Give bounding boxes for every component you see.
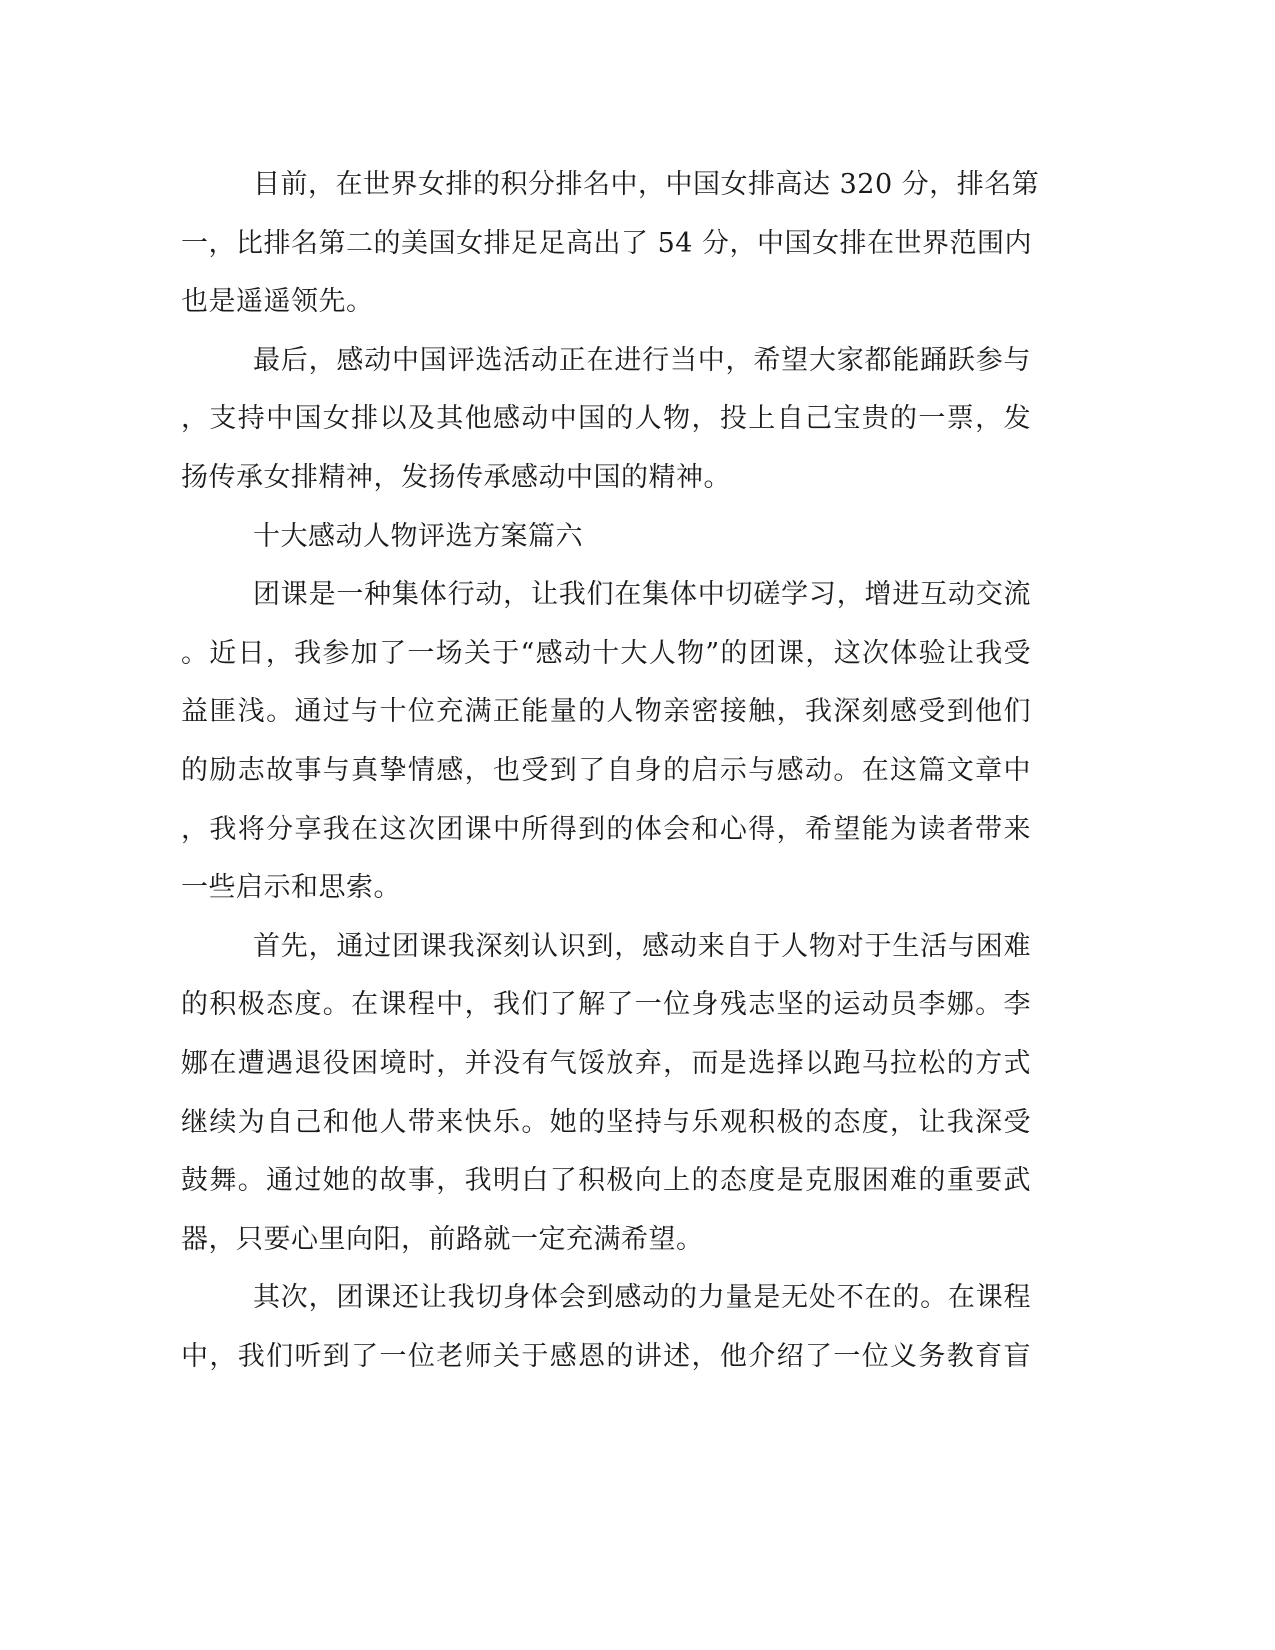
- text-line: 中，我们听到了一位老师关于感恩的讲述，他介绍了一位义务教育盲: [181, 1340, 1031, 1372]
- text-line: 鼓舞。通过她的故事，我明白了积极向上的态度是克服困难的重要武: [181, 1165, 1031, 1197]
- text-line: 团课是一种集体行动，让我们在集体中切磋学习，增进互动交流: [253, 579, 1031, 611]
- text-line: 。近日，我参加了一场关于“感动十大人物”的团课，这次体验让我受: [181, 637, 1031, 669]
- text-line: 一些启示和思索。: [181, 872, 401, 904]
- text-line: 娜在遭遇退役困境时，并没有气馁放弃，而是选择以跑马拉松的方式: [181, 1047, 1031, 1079]
- paragraph-first-insight: [181, 918, 1031, 1270]
- text-line: 也是遥遥领先。: [181, 286, 374, 318]
- text-line: 益匪浅。通过与十位充满正能量的人物亲密接触，我深刻感受到他们: [181, 696, 1031, 728]
- paragraph-women-volleyball-ranking: [181, 156, 1040, 332]
- text-line: 器，只要心里向阳，前路就一定充满希望。: [181, 1223, 704, 1255]
- text-line: 最后，感动中国评选活动正在进行当中，希望大家都能踊跃参与: [253, 344, 1031, 376]
- text-line: ，支持中国女排以及其他感动中国的人物，投上自己宝贵的一票，发: [181, 403, 1031, 435]
- section-heading-text: 十大感动人物评选方案篇六: [253, 520, 583, 552]
- text-line: 首先，通过团课我深刻认识到，感动来自于人物对于生活与困难: [253, 930, 1031, 962]
- text-line: 目前，在世界女排的积分排名中，中国女排高达 320 分，排名第: [253, 169, 1040, 200]
- text-line: 的积极态度。在课程中，我们了解了一位身残志坚的运动员李娜。李: [181, 989, 1031, 1021]
- text-line: 扬传承女排精神，发扬传承感动中国的精神。: [181, 461, 731, 493]
- text-line: 一，比排名第二的美国女排足足高出了 54 分，中国女排在世界范围内: [181, 227, 1033, 259]
- document-body: [181, 156, 1040, 1386]
- paragraph-second-insight: [181, 1269, 1031, 1386]
- paragraph-group-lesson-intro: [181, 566, 1031, 918]
- text-line: 其次，团课还让我切身体会到感动的力量是无处不在的。在课程: [253, 1282, 1031, 1314]
- section-heading: [181, 508, 1031, 567]
- text-line: 的励志故事与真挚情感，也受到了自身的启示与感动。在这篇文章中: [181, 754, 1031, 786]
- text-line: ，我将分享我在这次团课中所得到的体会和心得，希望能为读者带来: [181, 813, 1031, 845]
- text-line: 继续为自己和他人带来快乐。她的坚持与乐观积极的态度，让我深受: [181, 1106, 1031, 1138]
- paragraph-voting-appeal: [181, 332, 1031, 508]
